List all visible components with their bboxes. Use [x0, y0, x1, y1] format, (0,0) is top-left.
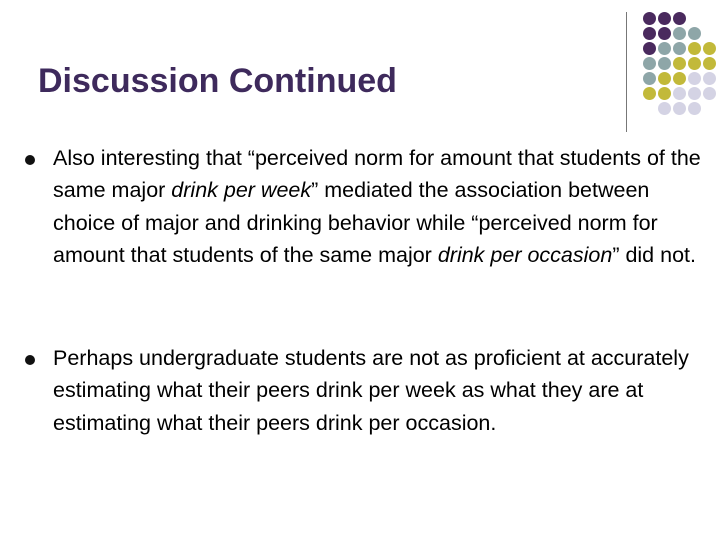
- decor-dot-olive: [658, 87, 671, 100]
- decor-dot-lavender: [688, 72, 701, 85]
- decor-dot-teal: [658, 42, 671, 55]
- decor-dot-olive: [643, 87, 656, 100]
- slide-title: Discussion Continued: [38, 62, 397, 100]
- text-run: Perhaps undergraduate students are not as proficient at accurately estimating what their peers drink per week as what they are at estimating what their peers drink per occasion.: [53, 346, 689, 435]
- bullet-text-2: [53, 342, 705, 439]
- decor-dot-teal: [688, 27, 701, 40]
- decor-dot-olive: [703, 57, 716, 70]
- decor-dot-purple: [643, 12, 656, 25]
- vertical-divider: [626, 12, 627, 132]
- decor-dot-lavender: [688, 87, 701, 100]
- text-run: ” mediated the association between choice of major and drinking behavior while “perceived norm for amount that students of the same major: [53, 178, 658, 268]
- decor-dot-olive: [673, 57, 686, 70]
- decor-dot-purple: [673, 12, 686, 25]
- decor-dot-lavender: [673, 87, 686, 100]
- decor-dot-lavender: [658, 102, 671, 115]
- bullet-marker-icon: [25, 155, 35, 165]
- bullet-text-1: [53, 142, 705, 272]
- decor-dot-lavender: [673, 102, 686, 115]
- italic-text-run: drink per occasion: [437, 243, 613, 268]
- decor-dot-purple: [658, 27, 671, 40]
- decor-dot-teal: [658, 57, 671, 70]
- decor-dot-olive: [673, 72, 686, 85]
- decor-dot-olive: [658, 72, 671, 85]
- decor-dot-teal: [673, 27, 686, 40]
- decor-dot-lavender: [703, 72, 716, 85]
- decor-dot-lavender: [703, 87, 716, 100]
- decor-dot-teal: [673, 42, 686, 55]
- decor-dot-olive: [688, 57, 701, 70]
- decor-dot-purple: [643, 42, 656, 55]
- italic-text-run: drink per week: [171, 178, 312, 203]
- decor-dot-teal: [643, 72, 656, 85]
- decor-dot-purple: [643, 27, 656, 40]
- decor-dot-lavender: [688, 102, 701, 115]
- bullet-marker-icon: [25, 355, 35, 365]
- decor-dot-purple: [658, 12, 671, 25]
- decor-dot-olive: [688, 42, 701, 55]
- text-run: ” did not.: [612, 243, 696, 268]
- decor-dot-teal: [643, 57, 656, 70]
- decor-dot-olive: [703, 42, 716, 55]
- text-run: Also interesting that “perceived norm for amount that students of the same major: [53, 146, 701, 203]
